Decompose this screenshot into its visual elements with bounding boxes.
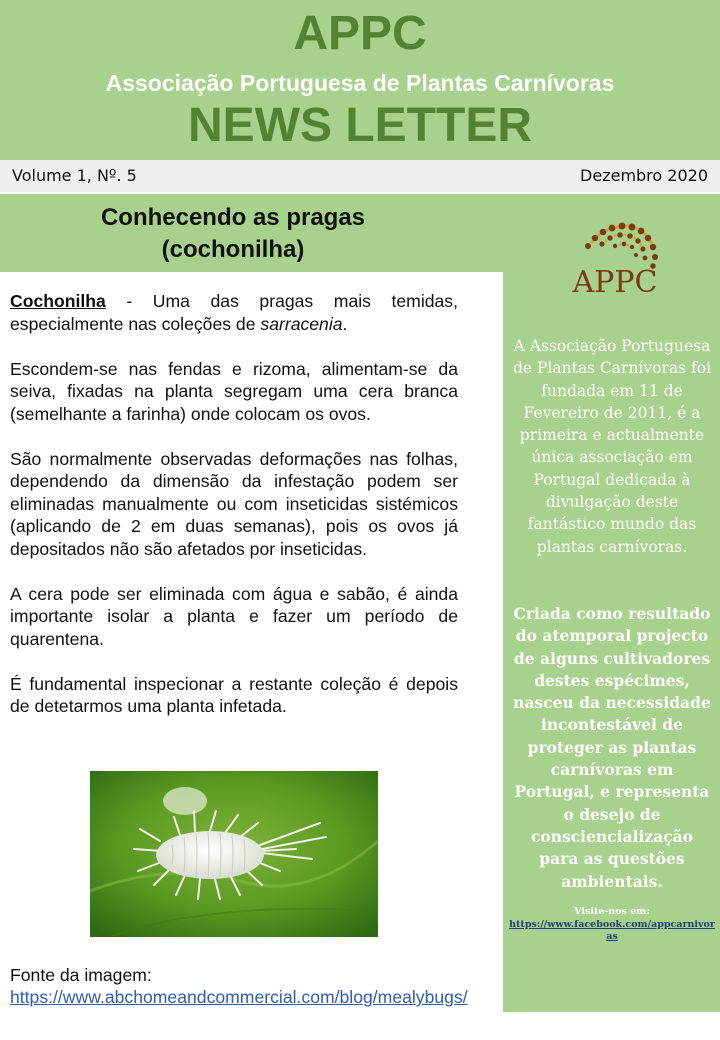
header-newsletter-title: NEWS LETTER [188, 99, 532, 152]
intro-text: - Uma das pragas mais temidas, especialmente nas coleções de [10, 291, 458, 334]
article-body [10, 290, 458, 718]
paragraph-treatment: A cera pode ser eliminada com água e sabão, é ainda importante isolar a planta e fazer um período de quarentena. [10, 583, 458, 649]
sidebar-history: Criada como resultado do atemporal projecto de alguns cultivadores destes espécimes, nasceu da necessidade incontestável de proteger as plantas carnívoras em Portugal, e representa o desejo de consciencialização para as questões ambientais. [513, 604, 711, 891]
volume-bar [0, 160, 720, 192]
volume-number: Volume 1, Nº. 5 [12, 166, 137, 185]
paragraph-symptoms: São normalmente observadas deformações nas folhas, dependendo da dimensão da infestação podem ser eliminadas manualmente ou com inseticidas sistémicos (aplicando de 2 em duas semanas), pois os ovos já depositados não são afetados por inseticidas. [10, 448, 458, 559]
newsletter-header [0, 0, 720, 160]
article-title-line1: Conhecendo as pragas [100, 204, 366, 231]
appc-logo [550, 212, 680, 312]
article-title-line2: (cochonilha) [161, 236, 305, 263]
paragraph-intro [10, 290, 458, 335]
sidebar-facebook-link[interactable]: https://www.facebook.com/appcarnivoras [509, 919, 715, 942]
logo-lettering: APPC [572, 265, 658, 300]
sidebar-visit-label: Visite-nos em: [574, 906, 650, 917]
intro-end: . [342, 313, 348, 334]
image-source [10, 964, 470, 1008]
intro-italic: sarracenia [260, 313, 343, 334]
article-title [0, 202, 466, 266]
paragraph-inspection: É fundamental inspecionar a restante coleção é depois de detetarmos uma planta infetada. [10, 673, 458, 716]
issue-date: Dezembro 2020 [580, 166, 708, 185]
header-appc-title: APPC [293, 7, 427, 60]
term-cochonilha: Cochonilha [10, 291, 106, 311]
image-source-link[interactable]: https://www.abchomeandcommercial.com/blog/mealybugs/ [10, 987, 468, 1007]
mealybug-photo [90, 771, 378, 937]
image-source-label: Fonte da imagem: [10, 965, 152, 985]
header-association-name: Associação Portuguesa de Plantas Carnívoras [105, 70, 615, 96]
paragraph-habitat: Escondem-se nas fendas e rizoma, alimentam-se da seiva, fixadas na planta segregam uma cera branca (semelhante a farinha) onde colocam os ovos. [10, 358, 458, 424]
sidebar-about: A Associação Portuguesa de Plantas Carnívoras foi fundada em 11 de Fevereiro de 2011, é a primeira e actualmente única associação em Portugal dedicada à divulgação deste fantástico mundo das plantas carnívoras. [512, 337, 712, 556]
